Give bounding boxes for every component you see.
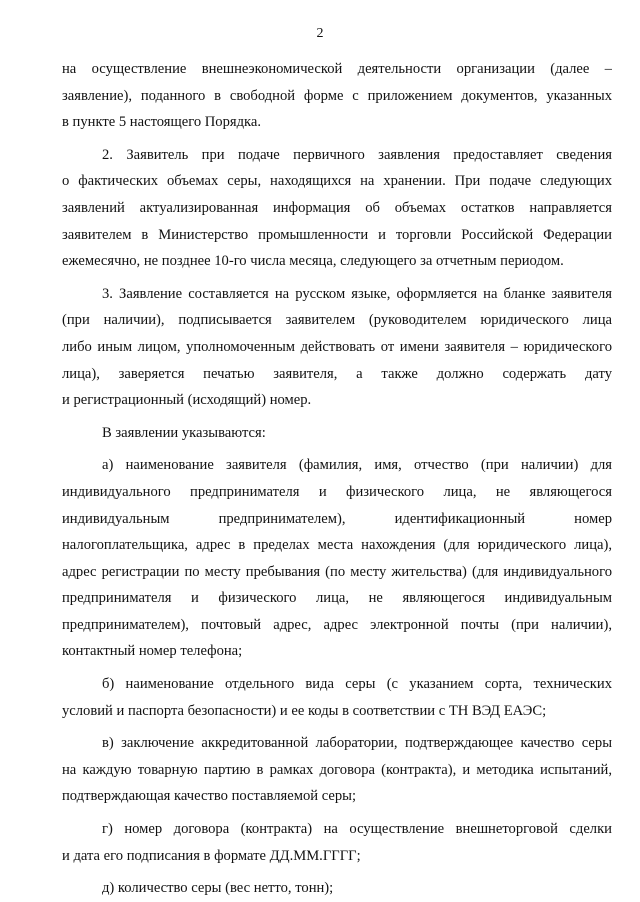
text-line: в) заключение аккредитованной лаборатории, подтверждающее качество серы: [102, 735, 612, 752]
text-line: индивидуальным предпринимателем), идентификационный номер: [62, 510, 612, 527]
text-line: условий и паспорта безопасности) и ее коды в соответствии с ТН ВЭД ЕАЭС;: [62, 702, 547, 719]
text-line: б) наименование отдельного вида серы (с указанием сорта, технических: [102, 676, 612, 693]
text-line: заявителем в Министерство промышленности и торговли Российской Федерации: [62, 226, 612, 243]
text-line: а) наименование заявителя (фамилия, имя, отчество (при наличии) для: [102, 457, 612, 474]
text-line: 2. Заявитель при подаче первичного заявления предоставляет сведения: [102, 146, 612, 163]
text-line: адрес регистрации по месту пребывания (по месту жительства) (для индивидуального: [62, 563, 612, 580]
text-line: о фактических объемах серы, находящихся на хранении. При подаче следующих: [62, 173, 612, 190]
text-line: (при наличии), подписывается заявителем (руководителем юридического лица: [62, 312, 612, 329]
text-line: и дата его подписания в формате ДД.ММ.ГГГГ;: [62, 847, 361, 864]
text-line: 3. Заявление составляется на русском языке, оформляется на бланке заявителя: [102, 285, 612, 302]
text-line: индивидуального предпринимателя и физического лица, не являющегося: [62, 483, 612, 500]
text-line: предпринимателем), почтовый адрес, адрес электронной почты (при наличии),: [62, 616, 612, 633]
text-line: контактный номер телефона;: [62, 643, 243, 660]
item-g-paragraph: [62, 816, 612, 869]
text-line: заявление), поданного в свободной форме с приложением документов, указанных: [62, 87, 612, 104]
text-line: на каждую товарную партию в рамках договора (контракта), и методика испытаний,: [62, 761, 612, 778]
text-line: и регистрационный (исходящий) номер.: [62, 392, 312, 409]
intro-continuation-paragraph: [62, 56, 612, 136]
document-body: [62, 56, 612, 902]
item-d-paragraph: [62, 875, 612, 902]
text-line: либо иным лицом, уполномоченным действовать от имени заявителя – юридического: [62, 338, 612, 355]
text-line: подтверждающая качество поставляемой серы;: [62, 788, 356, 805]
text-line: г) номер договора (контракта) на осуществление внешнеторговой сделки: [102, 821, 612, 838]
text-line: в пункте 5 настоящего Порядка.: [62, 114, 262, 131]
text-line: на осуществление внешнеэкономической деятельности организации (далее –: [62, 61, 612, 77]
clause-2-paragraph: [62, 142, 612, 275]
text-line: предпринимателя и физического лица, не являющегося индивидуальным: [62, 590, 612, 607]
text-line: В заявлении указываются:: [102, 424, 266, 441]
item-a-paragraph: [62, 452, 612, 665]
text-line: заявлений актуализированная информация об объемах остатков направляется: [62, 199, 612, 216]
page-number: 2: [316, 26, 324, 41]
text-line: д) количество серы (вес нетто, тонн);: [102, 880, 334, 897]
clause-3-paragraph: [62, 281, 612, 414]
text-line: лица), заверяется печатью заявителя, а также должно содержать дату: [62, 365, 612, 382]
application-contents-heading: [62, 420, 612, 447]
text-line: ежемесячно, не позднее 10-го числа месяца, следующего за отчетным периодом.: [62, 253, 564, 270]
text-line: налогоплательщика, адрес в пределах места нахождения (для юридического лица),: [62, 537, 612, 554]
item-v-paragraph: [62, 730, 612, 810]
item-b-paragraph: [62, 671, 612, 724]
